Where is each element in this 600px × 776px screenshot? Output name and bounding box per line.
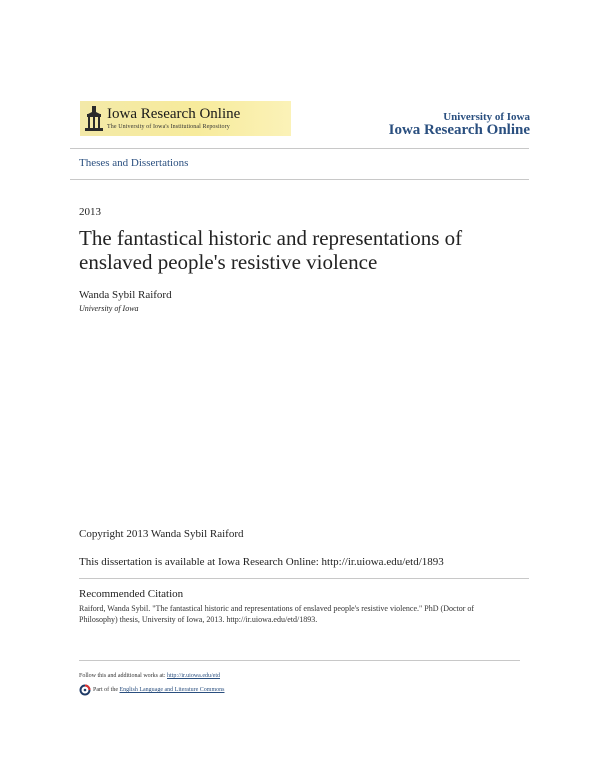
citation-heading: Recommended Citation [79, 588, 184, 600]
follow-prefix: Follow this and additional works at: [79, 673, 166, 679]
collection-link[interactable]: Theses and Dissertations [79, 157, 189, 169]
iowa-research-online-logo[interactable] [80, 101, 291, 136]
author-affiliation: University of Iowa [79, 304, 139, 313]
document-title: The fantastical historic and representations of enslaved people's resistive violence [79, 226, 463, 274]
university-name[interactable]: University of Iowa [443, 111, 530, 123]
publication-year: 2013 [79, 206, 101, 218]
network-commons-icon [79, 684, 91, 696]
author-name: Wanda Sybil Raiford [79, 289, 172, 301]
divider [79, 578, 529, 579]
copyright-statement: Copyright 2013 Wanda Sybil Raiford [79, 528, 244, 540]
logo-title: Iowa Research Online [107, 106, 241, 122]
logo-subtitle: The University of Iowa's Institutional Repository [107, 124, 230, 130]
divider [79, 660, 520, 661]
divider [70, 148, 529, 149]
old-capitol-icon [84, 105, 104, 132]
follow-link[interactable]: http://ir.uiowa.edu/etd [167, 673, 220, 679]
part-of-prefix: Part of the [93, 687, 118, 693]
part-of-line [93, 687, 224, 693]
commons-link[interactable]: English Language and Literature Commons [119, 687, 225, 693]
follow-line [79, 673, 220, 679]
availability-statement: This dissertation is available at Iowa Research Online: http://ir.uiowa.edu/etd/1893 [79, 556, 444, 568]
repository-name[interactable]: Iowa Research Online [388, 122, 530, 138]
citation-text: Raiford, Wanda Sybil. "The fantastical historic and representations of enslaved people's resistive violence." PhD (Doctor of Philosophy) thesis, University of Iowa, 2013. http://ir.uiowa.edu/etd/1893. [79, 604, 475, 624]
divider [70, 179, 529, 180]
